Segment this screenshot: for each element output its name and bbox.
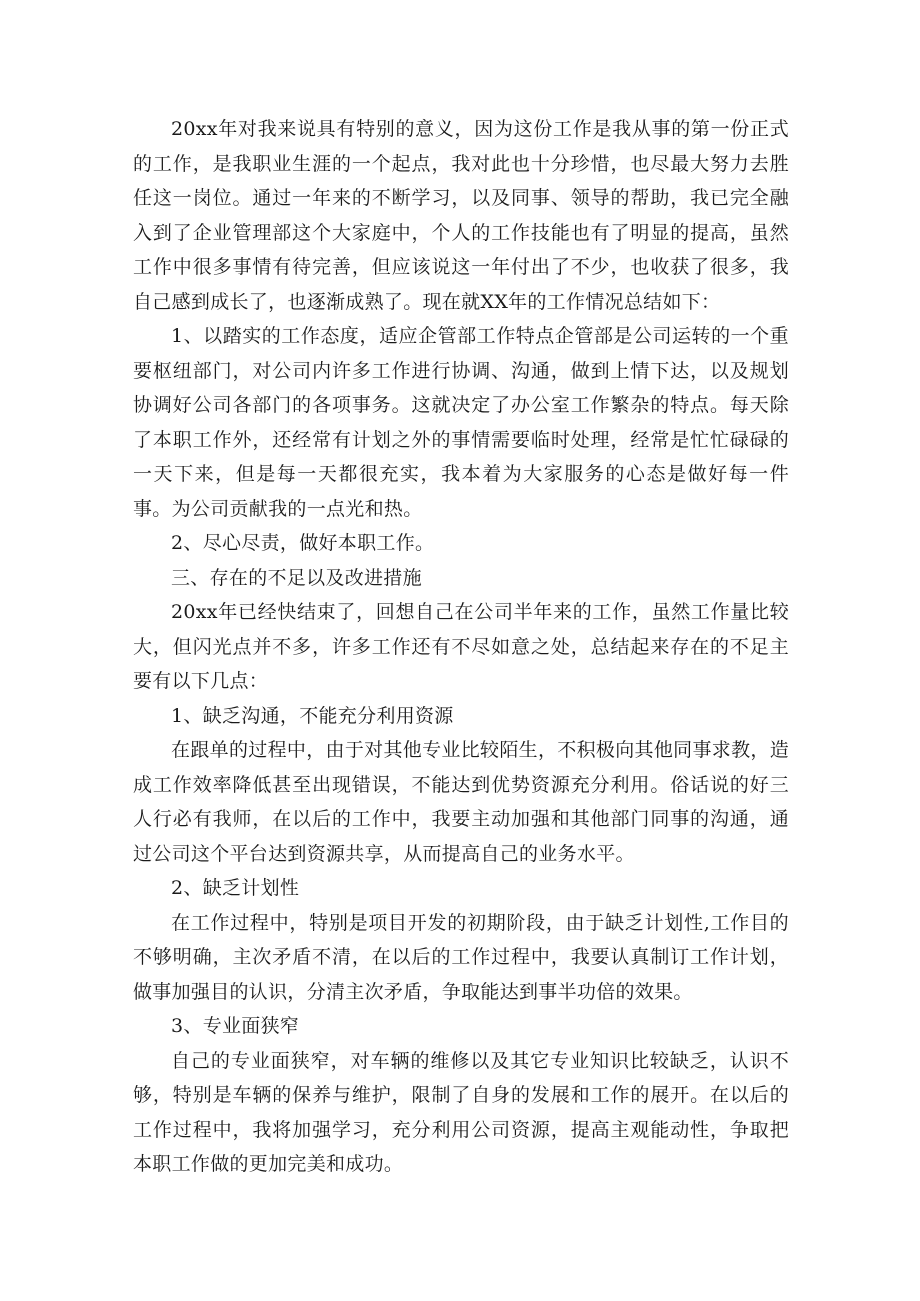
paragraph-intro: 20xx年对我来说具有特别的意义，因为这份工作是我从事的第一份正式的工作，是我职业生涯的一个起点，我对此也十分珍惜，也尽最大努力去胜任这一岗位。通过一年来的不断学习，以及同事、领导的帮助，我已完全融入到了企业管理部这个大家庭中，个人的工作技能也有了明显的提高，虽然工作中很多事情有待完善，但应该说这一年付出了不少，也收获了很多，我自己感到成长了，也逐渐成熟了。现在就XX年的工作情况总结如下： <box>133 118 789 313</box>
section-heading-shortcomings: 三、存在的不足以及改进措施 <box>171 566 422 589</box>
paragraph-specialty: 自己的专业面狭窄，对车辆的维修以及其它专业知识比较缺乏，认识不够，特别是车辆的保养与维护，限制了自身的发展和工作的展开。在以后的工作过程中，我将加强学习，充分利用公司资源，提高主观能动性，争取把本职工作做的更加完美和成功。 <box>133 1049 789 1175</box>
paragraph-point-2: 2、尽心尽责，做好本职工作。 <box>171 532 435 554</box>
document-body <box>133 112 789 1182</box>
paragraph-point-1: 1、以踏实的工作态度，适应企管部工作特点企管部是公司运转的一个重要枢纽部门，对公司内许多工作进行协调、沟通，做到上情下达，以及规划协调好公司各部门的各项事务。这就决定了办公室工作繁杂的特点。每天除了本职工作外，还经常有计划之外的事情需要临时处理，经常是忙忙碌碌的一天下来，但是每一天都很充实，我本着为大家服务的心态是做好每一件事。为公司贡献我的一点光和热。 <box>133 325 789 520</box>
paragraph-shortcomings-intro: 20xx年已经快结束了，回想自己在公司半年来的工作，虽然工作量比较大，但闪光点并不多，许多工作还有不尽如意之处，总结起来存在的不足主要有以下几点： <box>133 601 789 692</box>
subheading-specialty: 3、专业面狭窄 <box>171 1015 300 1037</box>
subheading-communication: 1、缺乏沟通，不能充分利用资源 <box>171 704 454 727</box>
subheading-planning: 2、缺乏计划性 <box>171 877 300 899</box>
paragraph-communication: 在跟单的过程中，由于对其他专业比较陌生，不积极向其他同事求教，造成工作效率降低甚至出现错误，不能达到优势资源充分利用。俗话说的好三人行必有我师，在以后的工作中，我要主动加强和其他部门同事的沟通，通过公司这个平台达到资源共享，从而提高自己的业务水平。 <box>133 739 789 865</box>
paragraph-planning: 在工作过程中，特别是项目开发的初期阶段，由于缺乏计划性,工作目的不够明确，主次矛盾不清，在以后的工作过程中，我要认真制订工作计划，做事加强目的认识，分清主次矛盾，争取能达到事半功倍的效果。 <box>133 911 789 1003</box>
